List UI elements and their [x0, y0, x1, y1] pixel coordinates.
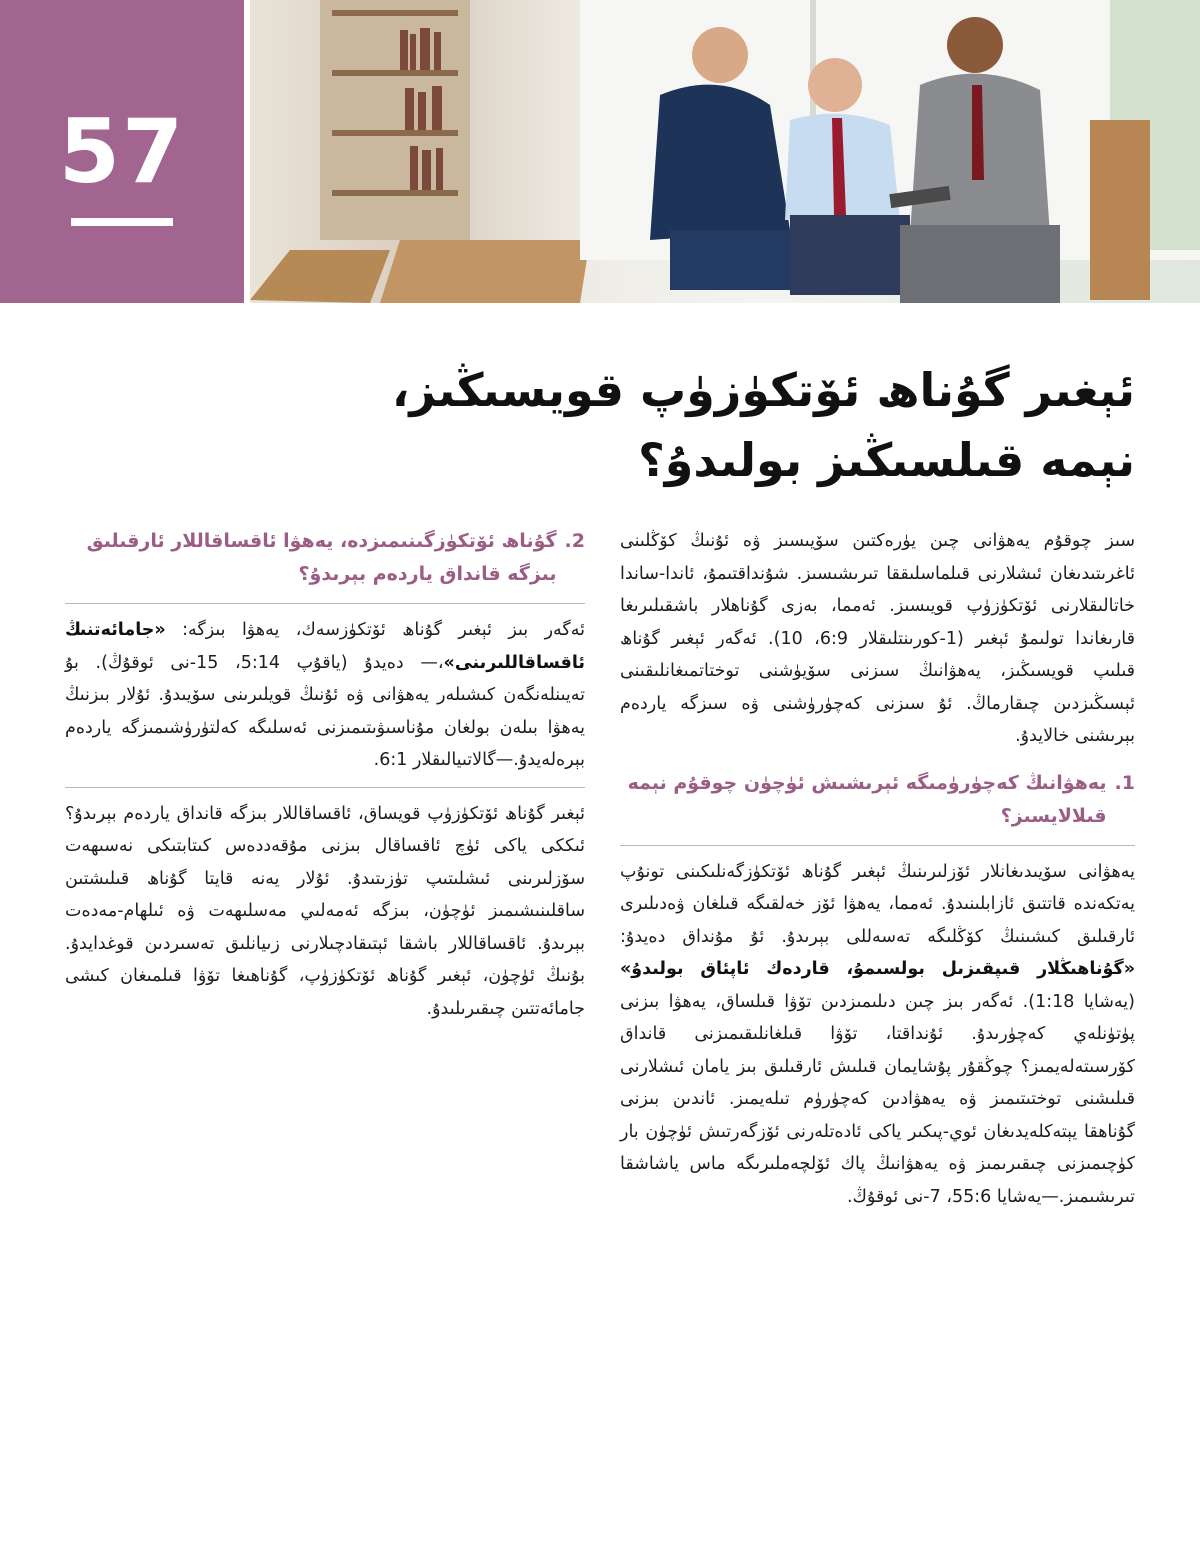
paragraph-3: ئېغىر گۇناھ ئۆتكۈزۈپ قويساق، ئاقساقاللار بىزگە قانداق ياردەم بېرىدۇ؟ ئىككى ياكى ئۈچ ئاقساقال بىزنى مۇقەددەس كىتابتىكى نەسىھەت سۆزلىرىنى ئىشلىتىپ تۈزىتىدۇ. ئۇلار يەنە قايتا گۇناھ قىلىشتىن ساقلىنىشىمىز ئۈچۈن، بىزگە ئەمەلىي مەسلىھەت ۋە ئىلھام-مەدەت بېرىدۇ. ئاقساقاللار باشقا ئېتىقادچىلارنى زىيانلىق تەسىردىن قوغدايدۇ. بۇنىڭ ئۈچۈن، ئېغىر گۇناھ ئۆتكۈزۈپ، گۇناھىغا تۆۋا قىلمىغان كىشى جامائەتتىن چىقىرىلىدۇ. — [65, 803, 585, 1019]
paragraph-2-part-b: ،— دەيدۇ (ياقۇپ 5:14، 15-نى ئوقۇڭ). بۇ تەيىنلەنگەن كىشىلەر يەھۋانى ۋە ئۇنىڭ قويلىرىنى سۆيىدۇ. ئۇلار بىزنىڭ يەھۋا بىلەن بولغان مۇناسىۋىتىمىزنى ئەسلىگە كەلتۈرۈشىمىزگە ياردەم بېرەلەيدۇ.—گالاتىيالىقلار 6:1. — [65, 652, 585, 770]
question-2-number: 2. — [564, 530, 585, 552]
right-column — [620, 525, 1135, 1223]
question-2-text: گۇناھ ئۆتكۈزگىنىمىزدە، يەھۋا ئاقساقاللار ئارقىلىق بىزگە قانداق ياردەم بېرىدۇ؟ — [86, 530, 557, 585]
elders-quote: «جامائەتنىڭ ئاقساقاللىرىنى» — [65, 620, 585, 673]
question-1-number: 1. — [1114, 771, 1135, 794]
paragraph-2 — [65, 614, 585, 777]
divider — [65, 787, 585, 788]
paragraph-1 — [620, 856, 1135, 1214]
question-1-text: يەھۋانىڭ كەچۈرۈمىگە ئېرىشىش ئۈچۈن چوقۇم نېمە قىلالايسىز؟ — [627, 771, 1107, 827]
title-line-1: ئېغىر گۇناھ ئۆتكۈزۈپ قويسىڭىز، — [391, 363, 1135, 417]
page-title — [290, 355, 1135, 495]
intro-paragraph: سىز چوقۇم يەھۋانى چىن يۈرەكتىن سۆيىسىز ۋە ئۇنىڭ كۆڭلىنى ئاغرىتىدىغان ئىشلارنى قىلماسلىققا تىرىشىسىز. شۇنداقتىمۇ، ئاندا-ساندا خاتالىقلارنى ئۆتكۈزۈپ قويىسىز. ئەمما، بەزى گۇناھلار باشقىلىرىغا قارىغاندا تولىمۇ ئېغىر (1-كورىنتلىقلار 6:9، 10). ئەگەر ئېغىر گۇناھ قىلىپ قويسىڭىز، يەھۋانىڭ سىزنى سۆيۈشنى توختاتمىغانلىقىنى ئېسىڭىزدىن چىقارماڭ. ئۇ سىزنى كەچۈرۈشنى ۋە سىزگە ياردەم بېرىشنى خالايدۇ. — [620, 531, 1135, 746]
photo-three-men-discussion-icon — [250, 0, 1200, 303]
lesson-number: 57 — [58, 100, 186, 203]
paragraph-2-part-a: ئەگەر بىز ئېغىر گۇناھ ئۆتكۈزسەك، يەھۋا بىزگە: — [182, 620, 585, 640]
paragraph-1-part-a: يەھۋانى سۆيىدىغانلار ئۆزلىرىنىڭ ئېغىر گۇناھ ئۆتكۈزگەنلىكىنى تونۇپ يەتكەندە قاتتىق ئازابلىنىدۇ. ئەمما، يەھۋا ئۆز خەلقىگە قىلغان ۋەدىلىرى ئارقىلىق كىشىنىڭ كۆڭلىگە تەسەللى بېرىدۇ. ئۇ مۇنداق دەيدۇ: — [620, 861, 1135, 947]
title-line-2: نېمە قىلسىڭىز بولىدۇ؟ — [638, 433, 1135, 487]
divider — [65, 603, 585, 604]
left-column — [65, 525, 585, 1035]
isaiah-quote: «گۇناھىڭلار قىپقىزىل بولسىمۇ، قاردەك ئاپئاق بولىدۇ» — [620, 959, 1135, 979]
question-2 — [65, 525, 585, 591]
divider — [620, 845, 1135, 846]
lesson-number-box — [0, 0, 244, 303]
paragraph-1-part-b: (يەشايا 1:18). ئەگەر بىز چىن دىلىمىزدىن تۆۋا قىلساق، يەھۋا بىزنى پۈتۈنلەي كەچۈرىدۇ. ئۇنداقتا، تۆۋا قىلغانلىقىمىزنى قانداق كۆرسىتەلەيمىز؟ چوڭقۇر پۇشايمان قىلىش ئارقىلىق بىز يامان ئىشلارنى قىلىشنى توختىتىمىز ۋە يەھۋادىن كەچۈرۈم تىلەيمىز. ئاندىن بىزنى گۇناھقا يېتەكلەيدىغان ئوي-پىكىر ياكى ئادەتلەرنى ئۆزگەرتىش ئۈچۈن بار كۈچىمىزنى چىقىرىمىز ۋە يەھۋانىڭ پاك ئۆلچەملىرىگە ماس ياشاشقا تىرىشىمىز.—يەشايا 55:6، 7-نى ئوقۇڭ. — [620, 991, 1135, 1207]
header-photo — [250, 0, 1200, 303]
question-1 — [620, 767, 1135, 833]
lesson-number-underline — [71, 218, 173, 226]
